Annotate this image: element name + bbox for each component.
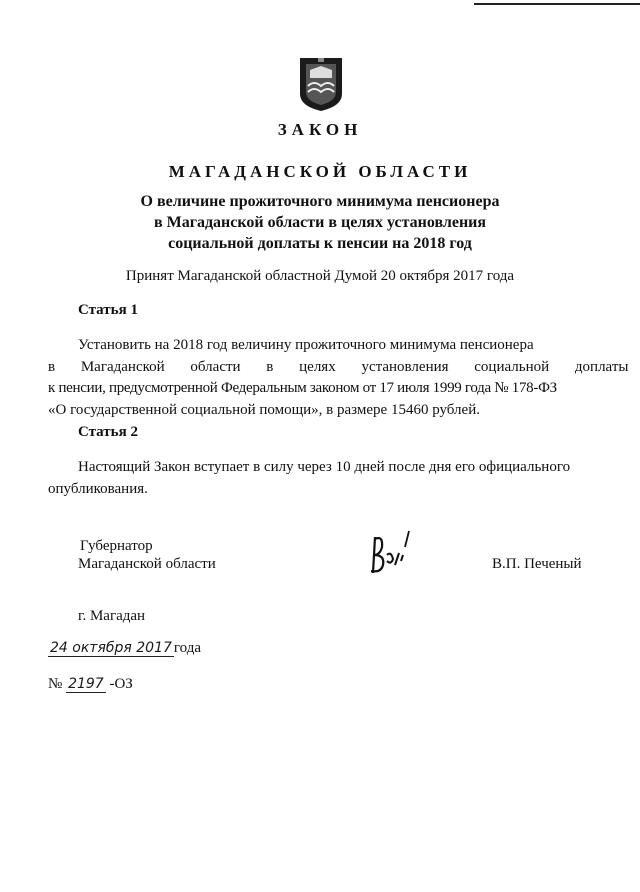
subtitle-line: О величине прожиточного минимума пенсионера bbox=[140, 193, 500, 210]
handwritten-number: 2197 bbox=[68, 676, 104, 692]
law-subtitle bbox=[0, 191, 640, 254]
article-1-text bbox=[48, 335, 629, 421]
number-prefix: № bbox=[48, 676, 63, 692]
top-rule bbox=[474, 3, 640, 5]
article-1-line: к пенсии, предусмотренной Федеральным законом от 17 июля 1999 года № 178-ФЗ bbox=[48, 380, 557, 396]
coat-of-arms-icon bbox=[298, 56, 344, 112]
document-type: ЗАКОН bbox=[277, 120, 363, 139]
article-1-line: в Магаданской области в целях установления социальной доплаты bbox=[48, 358, 629, 375]
law-number bbox=[48, 676, 133, 693]
article-2-title: Статья 2 bbox=[78, 424, 138, 440]
article-1-line: «О государственной социальной помощи», в размере 15460 рублей. bbox=[48, 401, 480, 418]
article-2-line: Настоящий Закон вступает в силу через 10 дней после дня его официального bbox=[78, 459, 571, 475]
article-1-line: Установить на 2018 год величину прожиточного минимума пенсионера bbox=[78, 337, 534, 353]
article-2-line: опубликования. bbox=[48, 480, 148, 497]
signing-date bbox=[48, 640, 201, 657]
signatory-position: Губернатор bbox=[80, 538, 153, 554]
date-suffix: года bbox=[173, 640, 202, 656]
subtitle-line: в Магаданской области в целях установления bbox=[153, 214, 487, 231]
signing-city: г. Магадан bbox=[78, 608, 146, 624]
adoption-note: Принят Магаданской областной Думой 20 октября 2017 года bbox=[125, 268, 515, 284]
signatory-region: Магаданской области bbox=[78, 556, 216, 572]
handwritten-date: 24 октября 2017 bbox=[50, 640, 172, 656]
signatory-name: В.П. Печеный bbox=[492, 556, 582, 572]
handwritten-signature bbox=[365, 525, 415, 580]
article-1-title: Статья 1 bbox=[78, 302, 138, 318]
number-suffix: -ОЗ bbox=[109, 676, 133, 692]
article-2-text bbox=[48, 457, 588, 500]
subtitle-line: социальной доплаты к пенсии на 2018 год bbox=[168, 235, 472, 252]
region-title: МАГАДАНСКОЙ ОБЛАСТИ bbox=[168, 162, 472, 181]
